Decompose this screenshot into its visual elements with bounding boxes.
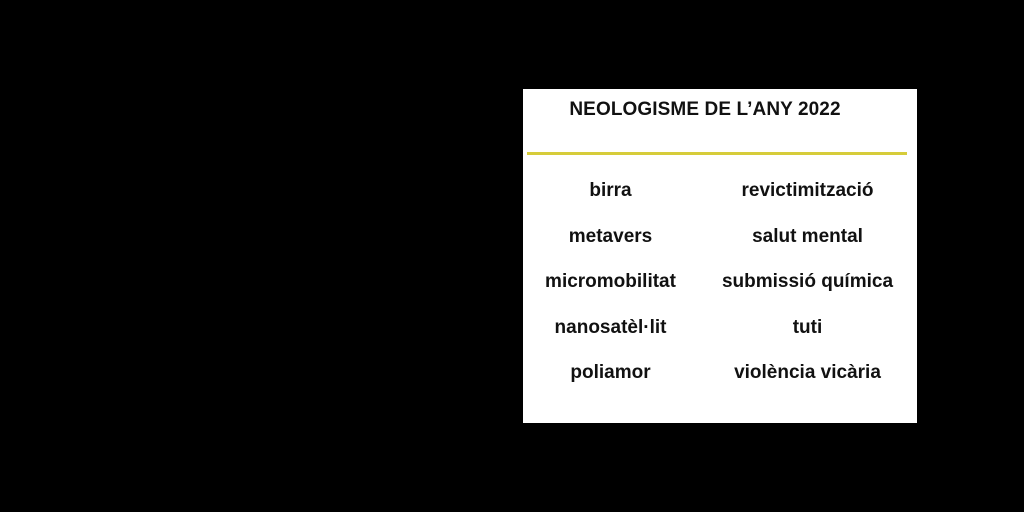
word-right-4: tuti (792, 316, 823, 338)
word-right-3: submissió química (721, 271, 894, 292)
card-title: NEOLOGISME DE L’ANY 2022 (569, 99, 841, 120)
word-left-1: birra (589, 180, 632, 201)
word-left-2: metavers (568, 225, 653, 247)
neologism-card (523, 89, 917, 423)
word-right-1: revictimització (741, 180, 874, 201)
word-left-3: micromobilitat (545, 271, 676, 292)
word-right-5: violència vicària (734, 362, 881, 383)
word-left-5: poliamor (570, 362, 651, 383)
word-grid (523, 181, 917, 409)
word-left-4: nanosatèl·lit (554, 316, 667, 338)
yellow-divider (527, 152, 907, 155)
word-right-2: salut mental (752, 225, 863, 247)
